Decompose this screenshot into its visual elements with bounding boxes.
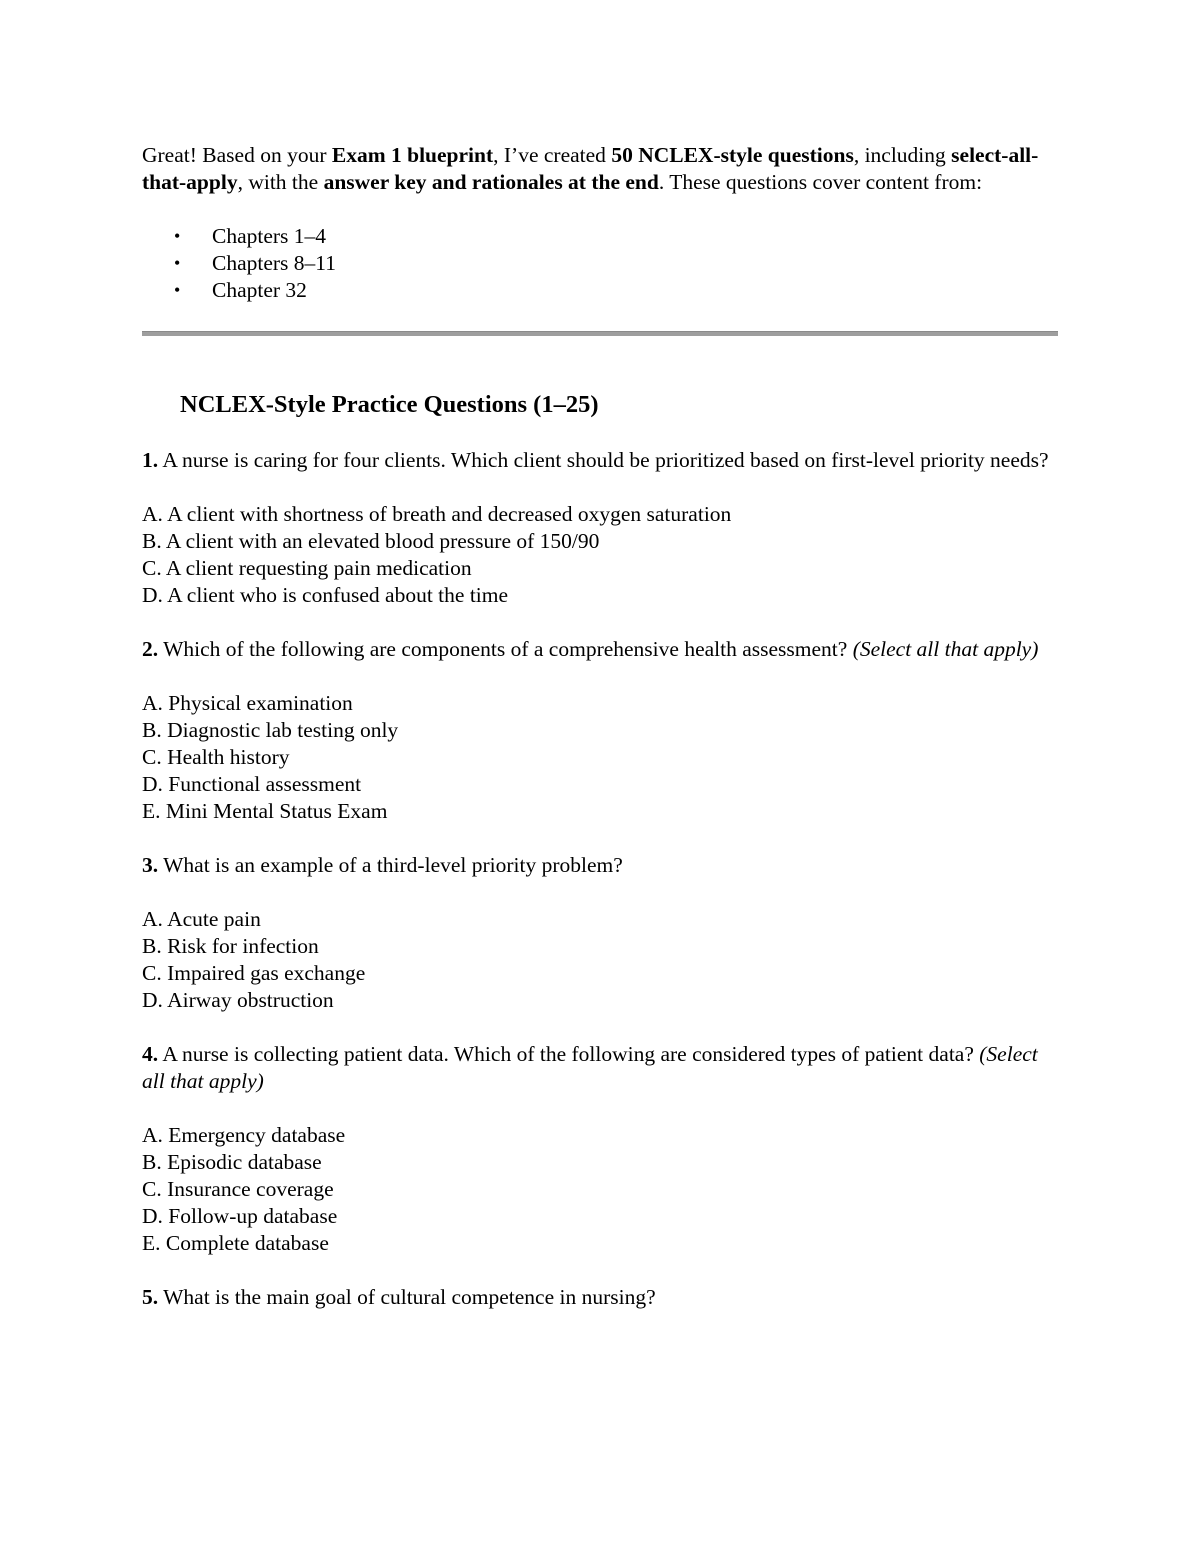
intro-bold: Exam 1 blueprint [331, 143, 494, 167]
answer-option: A. Physical examination [142, 691, 353, 715]
question-stem [142, 447, 1062, 474]
intro-text: , with the [237, 170, 324, 194]
question-4 [142, 1041, 1062, 1257]
question-2 [142, 636, 1062, 825]
question-number: 2. [142, 637, 159, 661]
select-all-note: (Select all that apply) [142, 1042, 1038, 1093]
answer-option: E. Mini Mental Status Exam [142, 799, 388, 823]
answer-option: B. Risk for infection [142, 934, 319, 958]
question-1 [142, 447, 1062, 609]
question-number: 1. [142, 448, 159, 472]
option-list [142, 690, 1062, 825]
answer-option: D. Functional assessment [142, 772, 362, 796]
answer-option: D. Follow-up database [142, 1204, 338, 1228]
answer-option: A. Acute pain [142, 907, 261, 931]
question-stem [142, 636, 1062, 663]
answer-option: C. Health history [142, 745, 290, 769]
question-3 [142, 852, 1062, 1014]
chapter-list-item [142, 250, 1062, 277]
option-list [142, 501, 1062, 609]
intro-text: , including [853, 143, 952, 167]
answer-option: C. Insurance coverage [142, 1177, 334, 1201]
question-text: What is the main goal of cultural competence in nursing? [158, 1285, 656, 1309]
chapter-label: Chapters 1–4 [212, 224, 327, 248]
answer-option: C. Impaired gas exchange [142, 961, 366, 985]
question-number: 5. [142, 1285, 159, 1309]
answer-option: D. Airway obstruction [142, 988, 334, 1012]
question-number: 3. [142, 853, 159, 877]
answer-option: B. A client with an elevated blood pressure of 150/90 [142, 529, 600, 553]
intro-bold: 50 NCLEX-style questions [611, 143, 854, 167]
question-stem [142, 1284, 1062, 1311]
question-number: 4. [142, 1042, 159, 1066]
section-title: NCLEX-Style Practice Questions (1–25) [180, 391, 599, 418]
chapter-list-item [142, 223, 1062, 250]
chapter-label: Chapters 8–11 [212, 251, 337, 275]
option-list [142, 906, 1062, 1014]
answer-option: E. Complete database [142, 1231, 329, 1255]
bullet-icon: • [174, 280, 181, 300]
question-text: A nurse is caring for four clients. Which client should be prioritized based on first-level priority needs? [158, 448, 1049, 472]
answer-option: B. Diagnostic lab testing only [142, 718, 399, 742]
intro-bold: select-all-that-apply [142, 143, 1039, 194]
question-text: A nurse is collecting patient data. Which of the following are considered types of patient data? [158, 1042, 980, 1066]
intro-bold: answer key and rationales at the end [323, 170, 659, 194]
intro-text: Great! Based on your [142, 143, 332, 167]
question-stem [142, 1041, 1062, 1095]
option-list [142, 1122, 1062, 1257]
chapter-list [142, 223, 1062, 304]
answer-option: A. Emergency database [142, 1123, 346, 1147]
answer-option: A. A client with shortness of breath and decreased oxygen saturation [142, 502, 732, 526]
bullet-icon: • [174, 253, 181, 273]
horizontal-rule [142, 331, 1058, 336]
answer-option: B. Episodic database [142, 1150, 322, 1174]
question-5 [142, 1284, 1062, 1311]
question-text: Which of the following are components of a comprehensive health assessment? [158, 637, 853, 661]
document-page [142, 142, 1062, 1311]
chapter-list-item [142, 277, 1062, 304]
answer-option: D. A client who is confused about the time [142, 583, 509, 607]
question-stem [142, 852, 1062, 879]
question-text: What is an example of a third-level priority problem? [158, 853, 623, 877]
select-all-note: (Select all that apply) [852, 637, 1039, 661]
bullet-icon: • [174, 226, 181, 246]
intro-text: . These questions cover content from: [658, 170, 983, 194]
intro-text: , I’ve created [493, 143, 612, 167]
answer-option: C. A client requesting pain medication [142, 556, 472, 580]
chapter-label: Chapter 32 [212, 278, 307, 302]
intro-paragraph [142, 142, 1062, 196]
